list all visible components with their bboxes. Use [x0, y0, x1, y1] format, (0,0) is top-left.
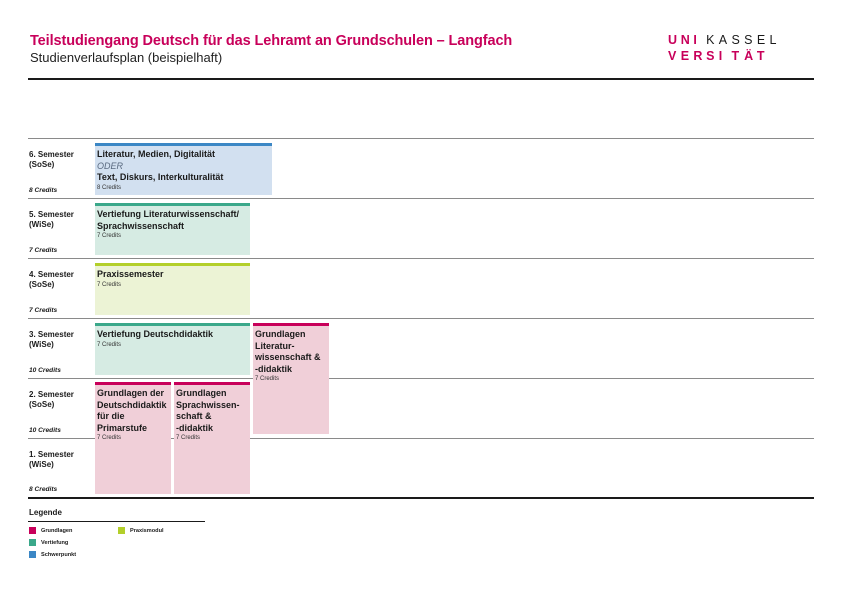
semester-credits-6: 8 Credits	[29, 187, 58, 194]
university-logo	[668, 32, 816, 64]
module-grundlagen-sprachwissenschaft	[174, 382, 250, 494]
semester-credits-2: 10 Credits	[29, 427, 61, 434]
logo-letter: A	[718, 33, 728, 47]
module-title: Praxissemester	[97, 269, 164, 279]
logo-letter: T	[756, 49, 765, 63]
logo-line-1	[668, 32, 816, 48]
module-title: Vertiefung Deutschdidaktik	[97, 329, 214, 339]
table-bottom-rule	[28, 497, 814, 499]
semester-term: (SoSe)	[29, 399, 55, 409]
header-divider	[28, 78, 814, 80]
module-title: Primarstufe	[97, 422, 148, 433]
module-title: Vertiefung Literaturwissenschaft/	[97, 209, 240, 219]
module-credits: 8 Credits	[97, 184, 122, 191]
module-credits: 7 Credits	[97, 341, 122, 348]
row-divider	[28, 138, 814, 139]
module-credits: 7 Credits	[97, 233, 122, 239]
module-schwerpunkt	[95, 143, 272, 195]
row-divider	[28, 258, 814, 259]
legend-item-praxismodul	[118, 527, 164, 534]
module-color-bar	[95, 203, 250, 206]
legend-item-schwerpunkt	[29, 551, 76, 558]
page-title: Teilstudiengang Deutsch für das Lehramt an Grundschulen – Langfach	[30, 33, 513, 49]
logo-letter: E	[680, 49, 690, 63]
module-credits: 7 Credits	[97, 435, 122, 441]
legend-swatch	[29, 551, 36, 558]
module-praxissemester	[95, 263, 250, 315]
module-title: -didaktik	[176, 422, 214, 433]
logo-letter: U	[668, 33, 678, 47]
logo-letter: Ä	[744, 49, 754, 63]
legend-title: Legende	[29, 508, 62, 517]
logo-letter: R	[693, 49, 703, 63]
legend-label: Praxismodul	[130, 527, 164, 534]
module-credits: 7 Credits	[97, 281, 122, 288]
semester-label-4	[29, 270, 91, 289]
semester-credits-4: 7 Credits	[29, 307, 58, 314]
logo-letter: S	[744, 33, 753, 47]
module-grundlagen-literaturwissenschaft	[253, 323, 329, 434]
module-title: Grundlagen	[176, 388, 227, 398]
module-title: Sprachwissenschaft	[97, 220, 185, 231]
row-divider	[28, 318, 814, 319]
module-or-label: ODER	[97, 160, 124, 171]
legend-label: Grundlagen	[41, 527, 73, 534]
logo-letter: E	[756, 33, 766, 47]
module-title: -didaktik	[255, 363, 293, 374]
semester-name: 5. Semester	[29, 210, 74, 219]
logo-letter: S	[731, 33, 740, 47]
module-title: Literatur-	[255, 340, 295, 351]
semester-term: (WiSe)	[29, 219, 54, 229]
semester-term: (SoSe)	[29, 279, 55, 289]
module-color-bar	[95, 382, 171, 385]
semester-credits-1: 8 Credits	[29, 486, 58, 493]
semester-credits-3: 10 Credits	[29, 367, 61, 374]
logo-line-2	[668, 48, 816, 64]
logo-letter: L	[769, 33, 777, 47]
semester-label-6	[29, 150, 91, 169]
semester-name: 3. Semester	[29, 330, 74, 339]
legend-swatch	[118, 527, 125, 534]
semester-label-1	[29, 450, 91, 469]
module-color-bar	[95, 143, 272, 146]
module-color-bar	[253, 323, 329, 326]
logo-letter: I	[693, 33, 697, 47]
row-divider	[28, 198, 814, 199]
module-title: Grundlagen der	[97, 388, 165, 398]
module-title: schaft &	[176, 411, 212, 421]
module-credits: 7 Credits	[255, 376, 280, 382]
semester-label-5	[29, 210, 91, 229]
module-title: wissenschaft &	[255, 352, 321, 362]
legend-swatch	[29, 527, 36, 534]
legend-divider	[28, 521, 205, 522]
module-title: Deutschdidaktik	[97, 399, 167, 410]
page-subtitle: Studienverlaufsplan (beispielhaft)	[30, 50, 223, 65]
module-vertiefung-lit-sprach	[95, 203, 250, 255]
semester-label-2	[29, 390, 91, 409]
semester-name: 1. Semester	[29, 450, 74, 459]
logo-letter: T	[731, 49, 740, 63]
module-title-alt: Text, Diskurs, Interkulturalität	[97, 172, 224, 182]
module-credits: 7 Credits	[176, 435, 201, 441]
logo-letter: N	[680, 33, 690, 47]
module-title: für die	[97, 411, 125, 421]
logo-letter: V	[668, 49, 677, 63]
semester-name: 6. Semester	[29, 150, 74, 159]
semester-label-3	[29, 330, 91, 349]
legend-label: Schwerpunkt	[41, 551, 77, 558]
module-vertiefung-didaktik	[95, 323, 250, 375]
module-color-bar	[95, 323, 250, 326]
semester-credits-5: 7 Credits	[29, 247, 58, 254]
module-title: Literatur, Medien, Digitalität	[97, 149, 216, 159]
legend-item-vertiefung	[29, 539, 68, 546]
module-title: Sprachwissen-	[176, 399, 240, 410]
legend-item-grundlagen	[29, 527, 72, 534]
semester-name: 2. Semester	[29, 390, 74, 399]
legend-swatch	[29, 539, 36, 546]
semester-term: (SoSe)	[29, 159, 55, 169]
row-divider	[28, 378, 814, 379]
logo-letter: I	[718, 49, 723, 63]
logo-letter: K	[706, 33, 715, 47]
module-color-bar	[95, 263, 250, 266]
module-color-bar	[174, 382, 250, 385]
logo-letter: S	[706, 49, 715, 63]
module-grundlagen-deutschdidaktik	[95, 382, 171, 494]
semester-term: (WiSe)	[29, 459, 54, 469]
semester-term: (WiSe)	[29, 339, 54, 349]
semester-name: 4. Semester	[29, 270, 74, 279]
legend-label: Vertiefung	[41, 539, 69, 546]
module-title: Grundlagen	[255, 329, 306, 339]
